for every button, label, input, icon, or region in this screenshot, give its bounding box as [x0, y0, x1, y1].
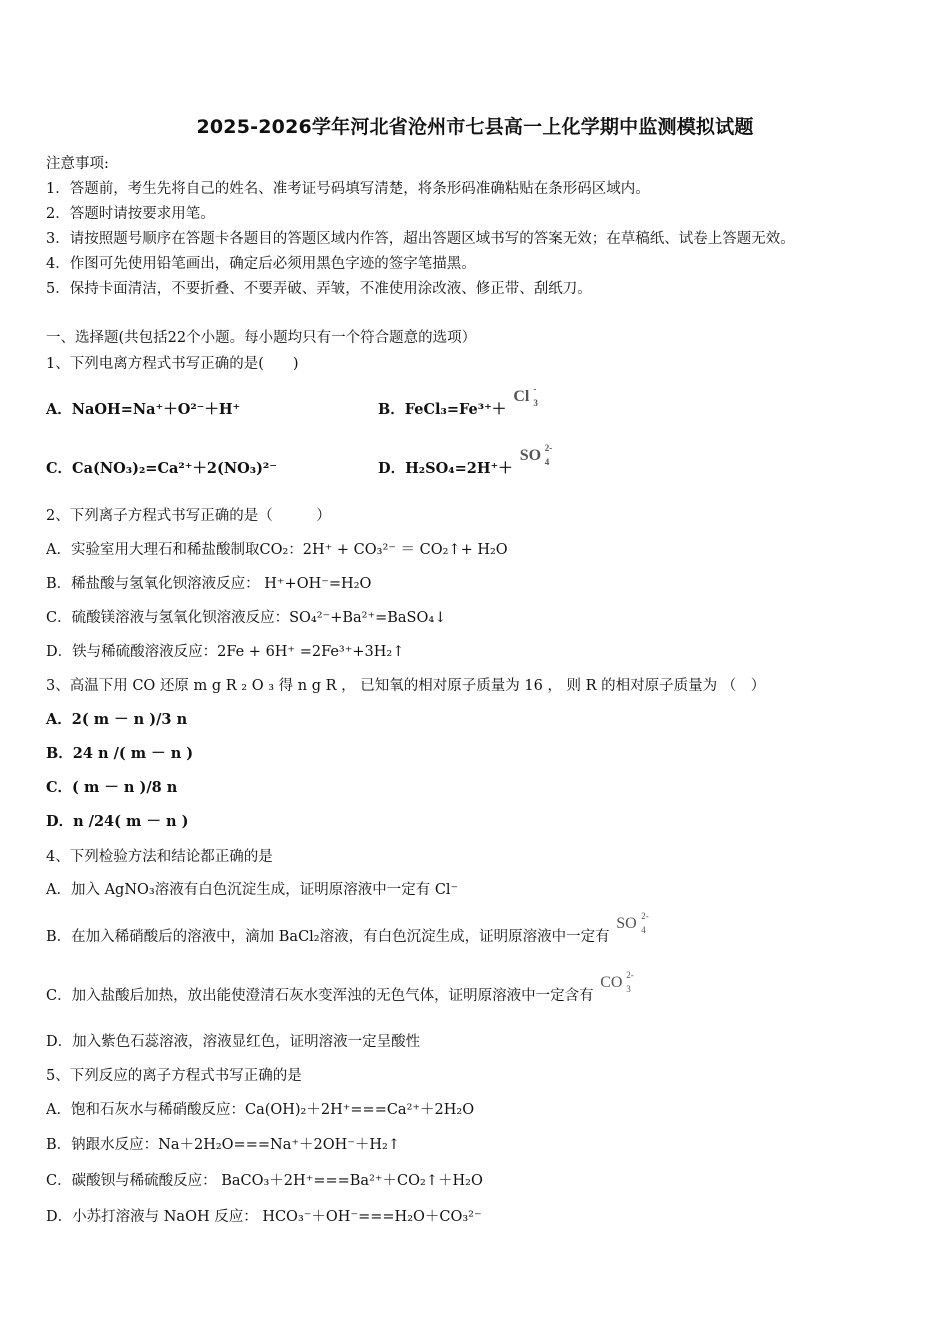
option-label: D． — [378, 460, 406, 477]
option-text: FeCl₃=Fe³⁺＋ — [404, 401, 507, 418]
question-5-stem: 5、下列反应的离子方程式书写正确的是 — [46, 1068, 302, 1084]
q2-option-a[interactable]: A．实验室用大理石和稀盐酸制取CO₂：2H⁺ + CO₃²⁻ ＝ CO₂↑+ H₂O — [46, 542, 508, 558]
q4-option-c[interactable] — [46, 970, 638, 1005]
section-heading: 一、选择题(共包括22个小题。每小题均只有一个符合题意的选项） — [46, 330, 477, 346]
notice-item: 5．保持卡面清洁，不要折叠、不要弄破、弄皱，不准使用涂改液、修正带、刮纸刀。 — [46, 281, 592, 297]
notice-item: 3．请按照题号顺序在答题卡各题目的答题区域内作答，超出答题区域书写的答案无效；在草稿纸、试卷上答题无效。 — [46, 231, 795, 247]
q5-option-c[interactable]: C．碳酸钡与稀硫酸反应： BaCO₃＋2H⁺===Ba²⁺＋CO₂↑＋H₂O — [46, 1173, 483, 1189]
q4-option-b[interactable] — [46, 911, 654, 946]
q4-option-d[interactable]: D．加入紫色石蕊溶液，溶液显红色，证明溶液一定呈酸性 — [46, 1034, 421, 1050]
q5-option-a[interactable]: A．饱和石灰水与稀硝酸反应：Ca(OH)₂＋2H⁺===Ca²⁺＋2H₂O — [46, 1102, 475, 1118]
option-text: NaOH=Na⁺＋O²⁻＋H⁺ — [71, 401, 241, 418]
question-3-stem: 3、高温下用 CO 还原 m g R ₂ O ₃ 得 n g R ， 已知氧的相对原子质量为 16 ， 则 R 的相对原子质量为 （ ） — [46, 678, 766, 694]
q1-option-b[interactable] — [378, 384, 551, 419]
option-label: B． — [378, 401, 405, 418]
q3-option-c[interactable]: C．( m － n )/8 n — [46, 779, 178, 796]
sulfate-ion-formula: SO 2- 4 — [616, 911, 649, 935]
q3-option-b[interactable]: B．24 n /( m － n ) — [46, 745, 194, 762]
question-2-stem: 2、下列离子方程式书写正确的是（ ） — [46, 508, 331, 524]
option-label: A． — [46, 401, 72, 418]
option-label: C． — [46, 460, 73, 477]
q1-option-a[interactable] — [46, 398, 240, 419]
sulfate-ion-formula: SO 2- 4 — [519, 443, 553, 467]
q1-option-d[interactable] — [378, 443, 558, 478]
question-1-stem: 1、下列电离方程式书写正确的是( ) — [46, 356, 299, 372]
notice-item: 4．作图可先使用铅笔画出，确定后必须用黑色字迹的签字笔描黑。 — [46, 256, 476, 272]
q5-option-d[interactable]: D．小苏打溶液与 NaOH 反应： HCO₃⁻＋OH⁻===H₂O＋CO₃²⁻ — [46, 1209, 482, 1225]
q3-option-a[interactable]: A．2( m － n )/3 n — [46, 711, 188, 728]
q2-option-d[interactable]: D．铁与稀硫酸溶液反应：2Fe + 6H⁺ =2Fe³⁺+3H₂↑ — [46, 644, 405, 660]
option-text: H₂SO₄=2H⁺＋ — [405, 460, 513, 477]
q2-option-b[interactable]: B．稀盐酸与氢氧化钡溶液反应： H⁺+OH⁻=H₂O — [46, 576, 372, 592]
q2-option-c[interactable]: C．硫酸镁溶液与氢氧化钡溶液反应：SO₄²⁻+Ba²⁺=BaSO₄↓ — [46, 610, 447, 626]
option-text: B．在加入稀硝酸后的溶液中，滴加 BaCl₂溶液，有白色沉淀生成，证明原溶液中一定有 — [46, 929, 610, 945]
q1-option-c[interactable] — [46, 457, 277, 478]
notice-item: 1．答题前，考生先将自己的姓名、准考证号码填写清楚，将条形码准确粘贴在条形码区域内。 — [46, 181, 650, 197]
q4-option-a[interactable]: A．加入 AgNO₃溶液有白色沉淀生成，证明原溶液中一定有 Cl⁻ — [46, 882, 459, 898]
notice-heading: 注意事项: — [46, 156, 109, 172]
chloride-ion-formula: Cl - 3 — [513, 384, 538, 408]
q3-option-d[interactable]: D．n /24( m － n ) — [46, 813, 189, 830]
page-title: 2025-2026学年河北省沧州市七县高一上化学期中监测模拟试题 — [196, 116, 754, 138]
option-text: C．加入盐酸后加热，放出能使澄清石灰水变浑浊的无色气体，证明原溶液中一定含有 — [46, 988, 594, 1004]
carbonate-ion-formula: CO 2- 3 — [600, 970, 634, 994]
option-text: Ca(NO₃)₂=Ca²⁺＋2(NO₃)²⁻ — [72, 460, 277, 477]
notice-item: 2．答题时请按要求用笔。 — [46, 206, 215, 222]
q5-option-b[interactable]: B．钠跟水反应：Na＋2H₂O===Na⁺＋2OH⁻＋H₂↑ — [46, 1137, 401, 1153]
question-4-stem: 4、下列检验方法和结论都正确的是 — [46, 849, 273, 865]
